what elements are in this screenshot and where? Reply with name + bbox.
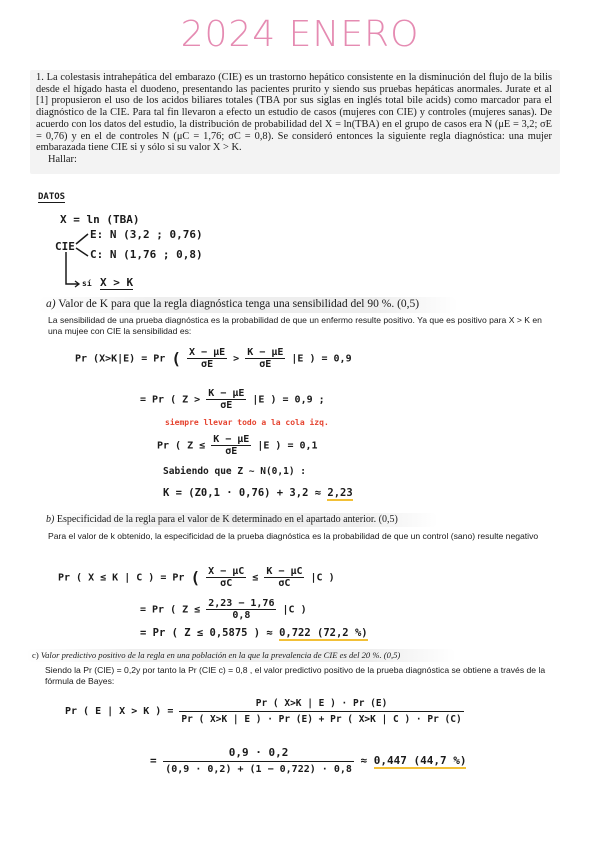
section-c-eq1 <box>65 698 464 725</box>
eq-a1-gt: > <box>233 353 240 365</box>
eq-a1-fraction-1: $\frac{X - \mu E}{\sigma E}$ <box>189 347 226 370</box>
section-c-intro: Siendo la Pr (CIE) = 0,2y por tanto la Pr (CIE c) = 0,8 , el valor predictivo positivo de la prueba diagnóstica se obtiene a través de la fórmula de Bayes: <box>45 665 546 686</box>
eq-b2-tail: |C ) <box>282 604 307 616</box>
eq-a3-tail: |E ) = 0,1 <box>257 440 318 452</box>
section-a-eq5 <box>163 487 353 499</box>
eq-b1-lhs: Pr ( X ≤ K | C ) = Pr <box>58 572 185 584</box>
section-a-eq1: Pr (X>K|E) = Pr ( $\frac{X - \mu E}{\sigma E}$ > $\frac{K - \mu E}{\sigma E}$ |E ) = 0,9 <box>75 347 352 370</box>
eq-a5-result: 2,23 <box>327 487 353 499</box>
eq-b2-fraction: $\frac{2,23 - 1,76}{0,8}$ <box>208 598 275 621</box>
eq-a1-tail: |E ) = 0,9 <box>291 353 352 365</box>
eq-b1-le: ≤ <box>252 572 259 584</box>
problem-statement: La colestasis intrahepática del embarazo (CIE) es un trastorno hepático consistente en la disminución del flujo de la bilis desde el hígado hasta el duodeno, presentando las pacientes prurito y siendo sus pruebas hepáticas anormales. Jurate et al [1] propusieron el uso de los acidos biliares totales (TBA por sus siglas en inglés total bile acids) como marcador para el diagnóstico de la CIE. Para tal fin llevaron a efecto un estudio de casos (mujeres con CIE) y controles (mujeres sanas). De acuerdo con los datos del estudio, la distribución de probabilidad del X = ln(TBA) en el grupo de casos era N (μE = 3,2; σE = 0,76) y en el de controles N (μC = 1,76; σC = 0,8). Se consideró entonces la siguiente regla diagnóstica: una mujer embarazada tiene CIE si y sólo si su valor X > K. <box>36 72 552 154</box>
datos-si-label: sí <box>82 279 92 288</box>
datos-cie-label: CIE <box>55 240 75 253</box>
datos-heading: DATOS <box>38 192 66 202</box>
eq-a2-fraction: $\frac{K - \mu E}{\sigma E}$ <box>208 388 245 411</box>
eq-c1-fraction: $\frac{Pr ( X>K | E ) \cdot Pr (E)}{Pr ( X>K | E ) \cdot Pr (E) + Pr ( X>K | C ) \cdot Pr (C)}$ <box>181 698 462 725</box>
eq-a3-lhs: Pr ( Z ≤ <box>157 440 206 452</box>
section-b-eq1: Pr ( X ≤ K | C ) = Pr ( $\frac{X - \mu C}{\sigma C}$ ≤ $\frac{K - \mu C}{\sigma C}$ |C ) <box>58 566 335 589</box>
section-b-intro: Para el valor de k obtenido, la especificidad de la prueba diagnóstica es la probabilidad de que un control (sano) resulte negativo <box>48 531 539 541</box>
eq-a5-text: K = (Z0,1 · 0,76) + 3,2 ≈ <box>163 487 322 499</box>
eq-b1-tail: |C ) <box>310 572 335 584</box>
section-c-label: c) <box>32 650 39 660</box>
datos-rule: X > K <box>100 276 134 289</box>
eq-b3-text: = Pr ( Z ≤ 0,5875 ) ≈ <box>140 627 273 639</box>
eq-a2-lhs: = Pr ( Z > <box>140 394 201 406</box>
eq-c2-approx: ≈ <box>360 754 368 767</box>
section-b-title: Especificidad de la regla para el valor de K determinado en el apartado anterior. (0,5) <box>56 514 398 525</box>
problem-text-block <box>36 72 552 166</box>
section-a-eq2 <box>140 388 325 411</box>
section-a-eq4: Sabiendo que Z ∼ N(0,1) : <box>163 466 306 477</box>
eq-a1-lhs: Pr (X>K|E) = Pr <box>75 353 166 365</box>
section-a-warning: siempre llevar todo a la cola izq. <box>165 418 329 427</box>
eq-a3-fraction: $\frac{K - \mu E}{\sigma E}$ <box>213 434 250 457</box>
datos-x-definition: X = ln (TBA) <box>60 213 140 226</box>
eq-b1-fraction-2: $\frac{K - \mu C}{\sigma C}$ <box>266 566 303 589</box>
section-b-header <box>46 514 398 525</box>
datos-c-distribution: C: N (1,76 ; 0,8) <box>90 248 203 261</box>
problem-number: 1. <box>36 72 44 83</box>
eq-c2-fraction: $\frac{0,9 \cdot 0,2}{(0,9 \cdot 0,2) + (1 - 0,722) \cdot 0,8}$ <box>165 746 352 775</box>
eq-a1-fraction-2: $\frac{K - \mu E}{\sigma E}$ <box>247 347 284 370</box>
section-b-label: b) <box>46 514 55 525</box>
section-a-intro: La sensibilidad de una prueba diagnóstica es la probabilidad de que un enfermo resulte positivo. Ya que es positivo para X > K en una mujee con CIE la sensibilidad es: <box>48 315 542 336</box>
section-c-eq2: = $\frac{0,9 \cdot 0,2}{(0,9 \cdot 0,2) + (1 - 0,722) \cdot 0,8}$ ≈ 0,447 (44,7 %) <box>150 746 467 775</box>
datos-e-distribution: E: N (3,2 ; 0,76) <box>90 228 203 241</box>
section-c-title: Valor predictivo positivo de la regla en una población en la que la prevalencia de CIE es del 20 %. (0,5) <box>40 650 401 660</box>
section-a-header <box>46 298 419 310</box>
eq-b1-fraction-1: $\frac{X - \mu C}{\sigma C}$ <box>208 566 245 589</box>
section-a-title: Valor de K para que la regla diagnóstica tenga una sensibilidad del 90 %. (0,5) <box>58 298 420 310</box>
section-b-eq3 <box>140 627 368 639</box>
problem-hallar: Hallar: <box>48 153 77 165</box>
section-c-header <box>32 650 400 660</box>
eq-a2-tail: |E ) = 0,9 ; <box>252 394 325 406</box>
eq-b3-result: 0,722 (72,2 %) <box>279 627 368 639</box>
eq-c1-lhs: Pr ( E | X > K ) = <box>65 706 174 717</box>
section-b-eq2 <box>140 598 307 621</box>
section-a-eq3 <box>157 434 318 457</box>
section-a-label: a) <box>46 298 56 310</box>
eq-c2-result: 0,447 (44,7 %) <box>373 754 467 767</box>
eq-b2-lhs: = Pr ( Z ≤ <box>140 604 201 616</box>
page-title: 2024 ENERO <box>180 14 420 55</box>
